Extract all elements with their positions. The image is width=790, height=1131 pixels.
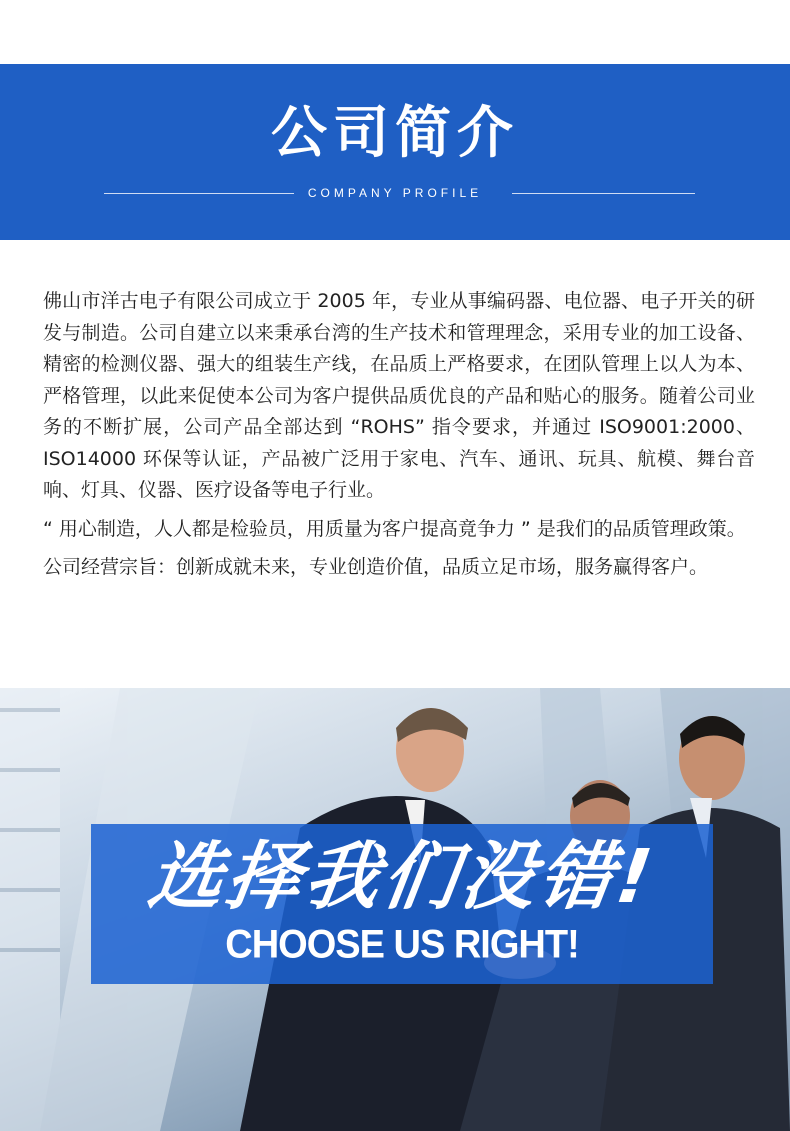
slogan-chinese: 选择我们没错! xyxy=(143,834,661,920)
company-intro xyxy=(43,286,755,591)
page-subtitle: COMPANY PROFILE xyxy=(307,186,483,200)
intro-paragraph: 公司经营宗旨：创新成就未来，专业创造价值，品质立足市场，服务赢得客户。 xyxy=(43,556,709,578)
slogan-english: CHOOSE US RIGHT! xyxy=(225,922,579,968)
intro-paragraph: “ 用心制造，人人都是检验员，用质量为客户提高竟争力 ” 是我们的品质管理政策。 xyxy=(43,517,746,540)
intro-paragraph: 佛山市洋古电子有限公司成立于 2005 年，专业从事编码器、电位器、电子开关的研发与制造。公司自建立以来秉承台湾的生产技术和管理理念，采用专业的加工设备、精密的检测仪器、强大的组装生产线，在品质上严格要求，在团队管理上以人为本、严格管理，以此来促使本公司为客户提供品质优良的产品和贴心的服务。随着公司业务的不断扩展，公司产品全部达到 “ROHS” 指令要求，并通过 ISO9001:2000、ISO14000 环保等认证，产品被广泛用于家电、汽车、通讯、玩具、航模、舞台音响、灯具、仪器、医疗设备等电子行业。 xyxy=(43,290,755,501)
page-title: 公司简介 xyxy=(271,100,519,166)
